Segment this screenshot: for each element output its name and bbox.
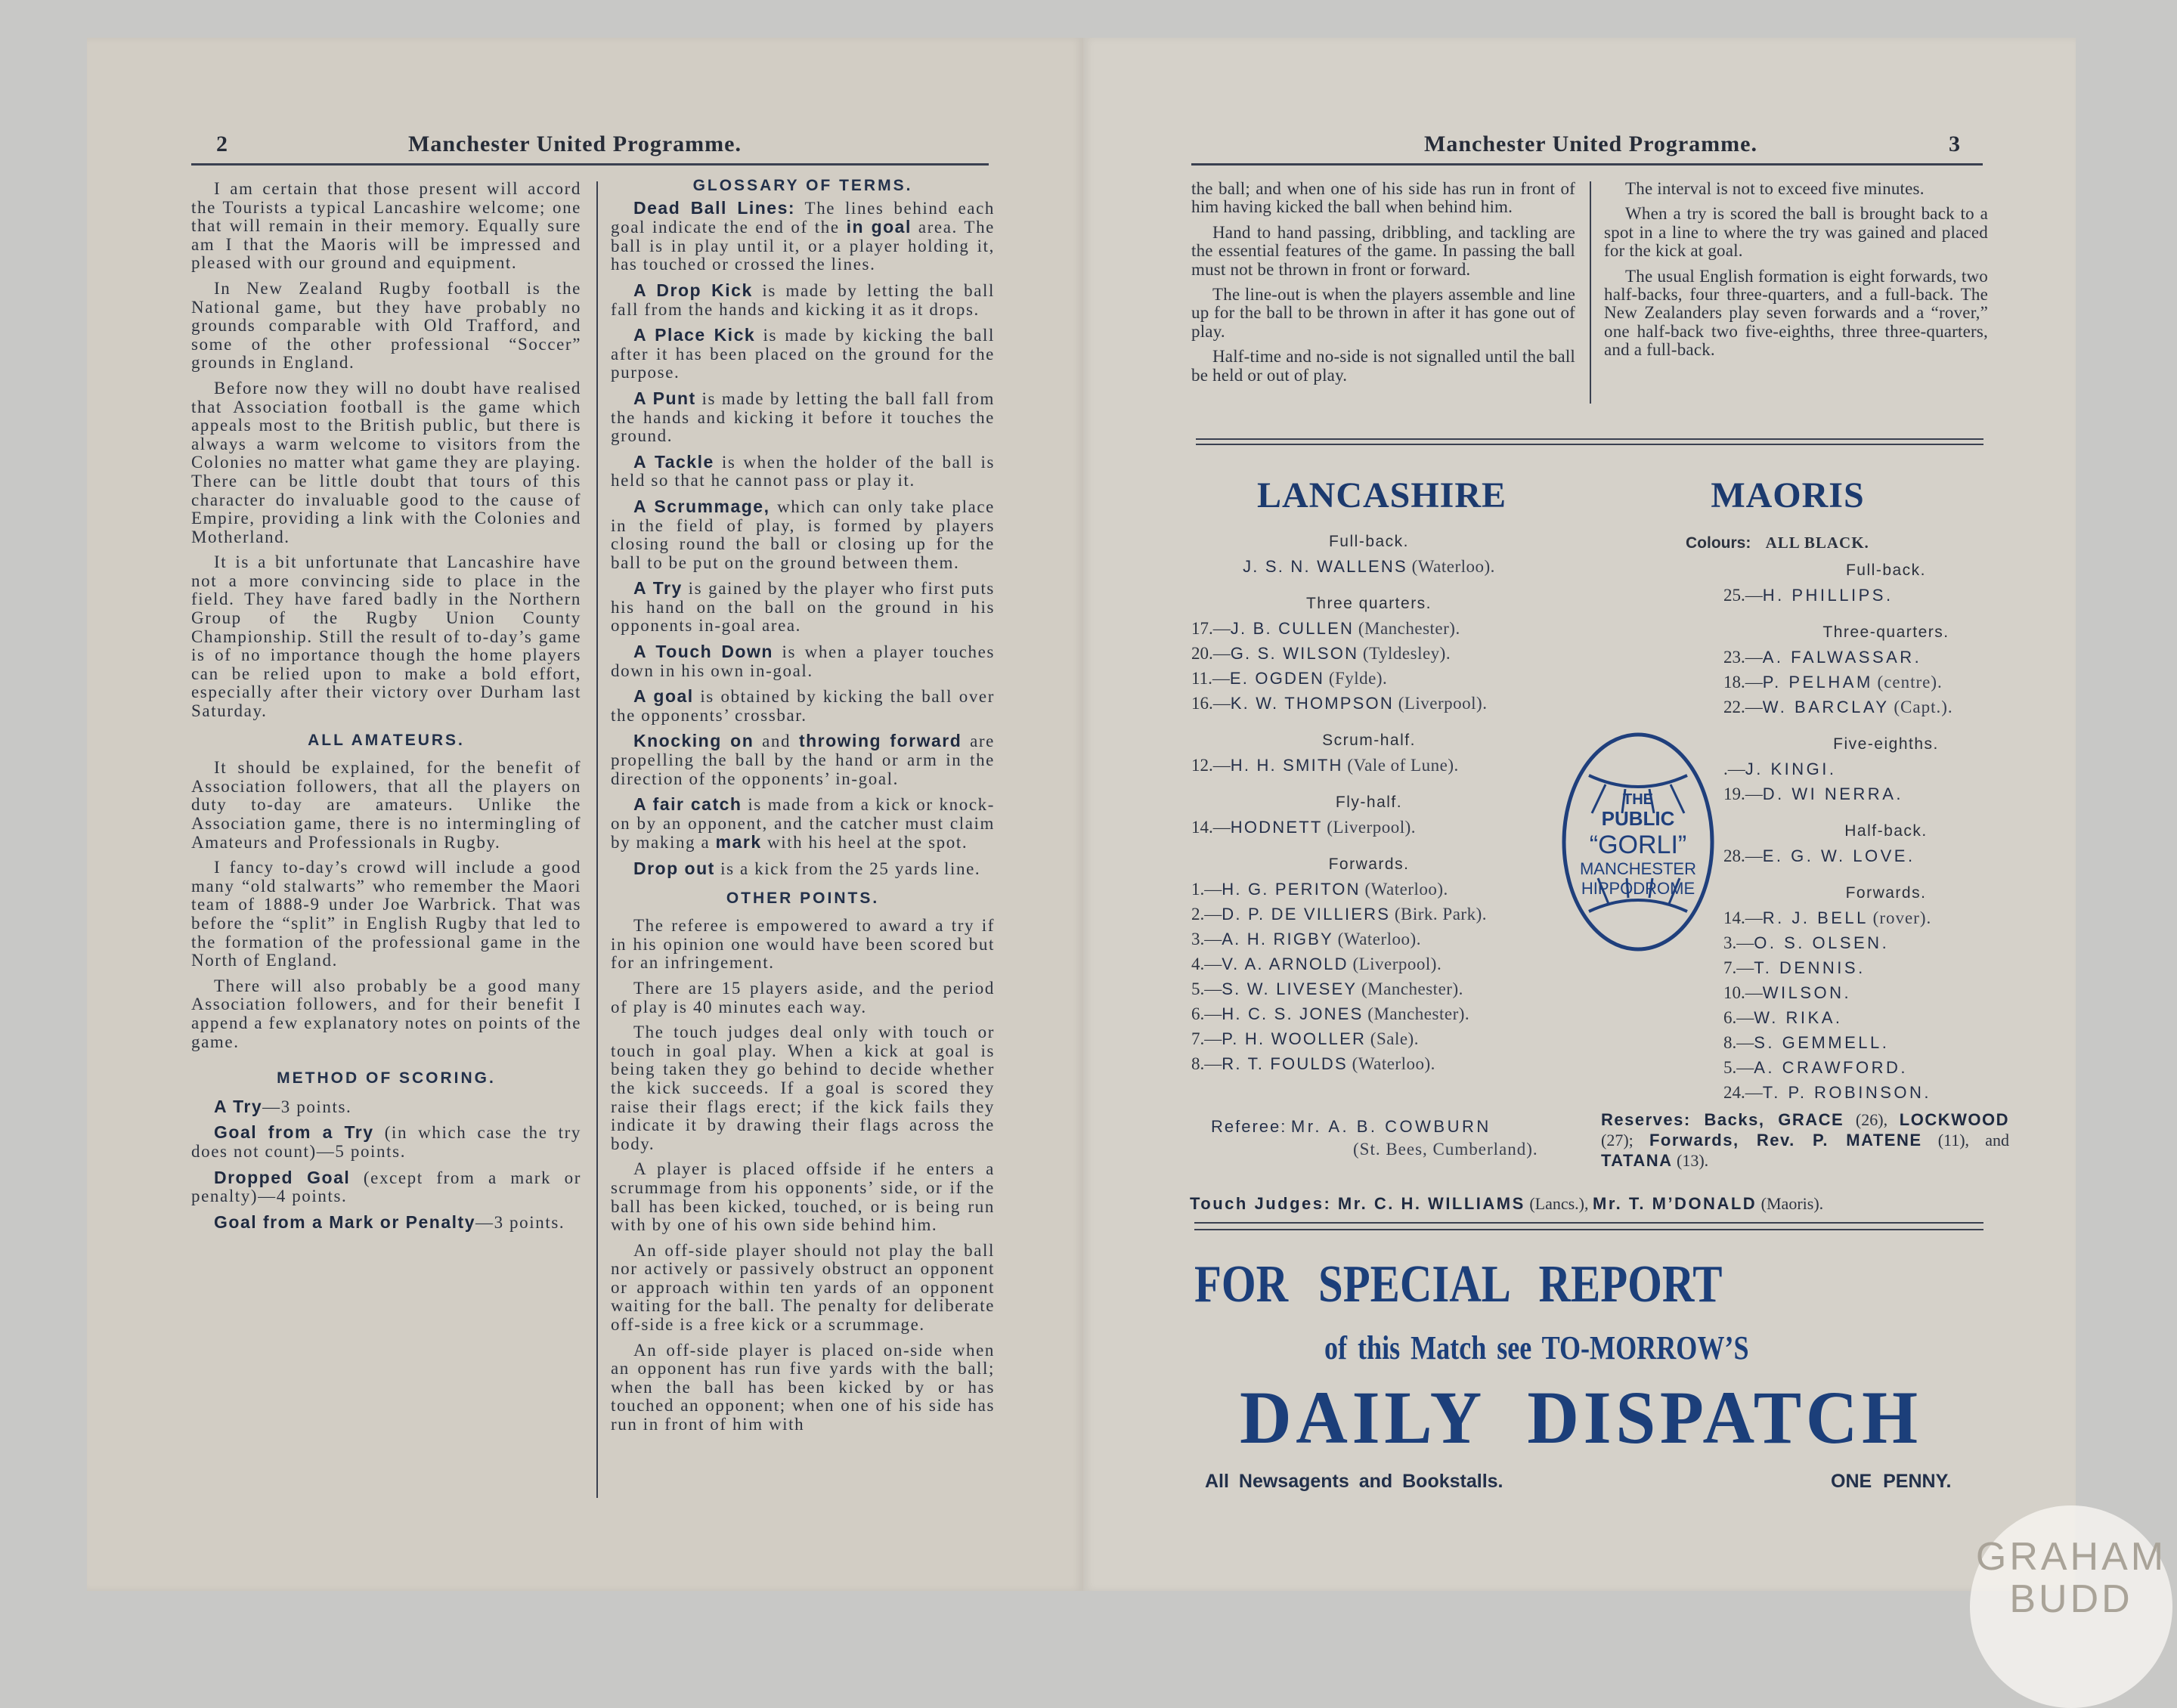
position-label: Scrum-half. [1322,732,1416,749]
player-row [1191,815,1547,840]
glossary-entry [611,453,995,490]
player-number: 7.— [1723,958,1754,977]
player-row [1191,927,1547,951]
player-number: 16.— [1191,694,1231,713]
maoris-colours [1686,534,1869,552]
paragraph: Hand to hand passing, dribbling, and tackling are the essential features of the game. In passing the ball must not be thrown in front or forward. [1191,222,1575,279]
header-rule-right [1191,163,1983,166]
stamp-line: THE [1623,791,1653,808]
player-row [1723,583,2018,608]
player-name: A. CRAWFORD. [1754,1058,1908,1077]
paragraph: The line-out is when the players assemble and line up for the ball to be thrown in after it has gone out of play. [1191,285,1575,341]
glossary-entry [191,1168,581,1206]
glossary-entry [611,732,995,788]
double-rule-top-a [1196,438,1983,440]
player-number: 3.— [1723,933,1754,952]
position-label: Fly-half. [1335,794,1403,811]
player-row [1723,905,2018,930]
player-club: (Birk. Park). [1394,905,1487,924]
text-run: —3 points. [475,1212,565,1232]
player-name: V. A. ARNOLD [1222,955,1349,973]
paragraph: There will also probably be a good many Association followers, and for their benefit I append a few explanatory notes on points of the game. [191,976,581,1051]
double-rule-bottom-b [1194,1229,1983,1230]
advert-subline: of this Match see TO-MORROW’S [1324,1329,1749,1366]
glossary-entry [611,281,995,319]
bold-term: LOCKWOOD [1899,1110,2009,1129]
player-name: WILSON. [1762,983,1852,1002]
player-name: HODNETT [1230,818,1323,837]
player-number: 25.— [1723,586,1763,605]
position-label: Full-back. [1845,562,1927,579]
paragraph: The interval is not to exceed five minutes. [1625,179,1925,198]
player-row [1191,1026,1547,1051]
bold-term: Forwards, Rev. P. MATENE [1649,1131,1922,1149]
player-name: A. H. RIGBY [1222,930,1333,948]
glossary-entry [191,1213,581,1233]
text-run: (11), and [1922,1131,2010,1149]
player-number: 7.— [1191,1029,1222,1048]
stamp-line: PUBLIC [1601,807,1675,830]
page-header-right: Manchester United Programme. [1424,132,1757,156]
position-label: Three-quarters. [1822,623,1949,641]
player-row [1723,980,2018,1005]
player-number: 6.— [1191,1004,1222,1023]
position-label: Three quarters. [1305,595,1432,612]
glossary-entry [611,687,995,725]
player-name: W. BARCLAY [1762,698,1890,716]
bold-term: A Punt [633,388,696,408]
player-row [1723,843,2018,868]
text-run: with his heel at the spot. [761,833,968,852]
text-run: is made by letting the ball fall from the hands and kicking it as it drops. [611,280,995,319]
paragraph: An off-side player should not play the ball nor actively or passively obstruct an opponent or approach within ten yards of an opponent waiting for the ball. The penalty for deliberate off-side is a free kick or a scrummage. [611,1240,995,1335]
player-row [1723,670,2018,695]
player-club: (Capt.). [1894,698,1953,716]
text-run: is made by kicking the ball after it has been placed on the ground for the purpose. [611,326,995,382]
hippodrome-stamp [1559,730,1717,954]
player-club: (Vale of Lune). [1347,756,1459,775]
player-name: H. C. S. JONES [1222,1004,1364,1023]
player-club: (Tyldesley). [1362,644,1451,663]
bold-term: A Try [214,1096,263,1116]
player-number: 5.— [1191,979,1222,998]
bold-term: Reserves: Backs, GRACE [1601,1110,1844,1129]
player-number: 12.— [1191,756,1231,775]
text-run: is obtained by kicking the ball over the opponents’ crossbar. [611,687,995,725]
glossary-entry [611,795,995,852]
player-number: 23.— [1723,648,1763,667]
team-title-maoris: MAORIS [1711,475,1865,515]
glossary-entry [191,1123,581,1161]
referee-label: Referee: [1211,1117,1287,1136]
advert-footer-right: ONE PENNY. [1831,1471,1952,1492]
paragraph: Half-time and no-side is not signalled until the ball be held or out of play. [1191,347,1575,385]
player-club: (Waterloo). [1364,880,1448,899]
paragraph: In New Zealand Rugby football is the National game, but they have probably no grounds comparable with Old Trafford, and some of the other professional “Soccer” grounds in England. [191,278,581,373]
bold-term: throwing forward [798,731,962,751]
player-club: (Manchester). [1361,979,1463,998]
player-row [1191,554,1547,579]
paragraph: I am certain that those present will accord the Tourists a typical Lancashire welcome; one that will remain in their memory. Equally sure am I that the Maoris will be impressed and pleased with our ground and equipment. [191,179,581,273]
watermark-line: BUDD [2009,1577,2133,1621]
position-label: Half-back. [1844,822,1928,840]
bold-term: Goal from a Try [214,1122,374,1143]
player-number: 20.— [1191,644,1231,663]
player-number: 17.— [1191,619,1231,638]
player-row [1191,902,1547,927]
player-name: G. S. WILSON [1230,644,1359,663]
paragraph: It is a bit unfortunate that Lancashire have not a more convincing side to place in the field. They have fared badly in the Northern Group of the Rugby Union County Championship. Still the result of to-day’s game is of no importance though the home players can be relied upon to make a bold effort, especially after their victory over Durham last Saturday. [191,552,581,721]
player-row [1723,645,2018,670]
header-rule-left [191,163,989,166]
article-column [191,180,581,1239]
paragraph: A player is placed offside if he enters a scrummage from his opponents’ side, or if the ball has been kicked, touched, or is being run with by one of his own side behind him. [611,1159,995,1235]
player-number: 4.— [1191,955,1222,973]
bold-term: Dropped Goal [214,1167,351,1187]
bold-term: A fair catch [633,794,742,815]
player-number: 10.— [1723,983,1763,1002]
player-club: (Manchester). [1367,1004,1470,1023]
paragraph: The referee is empowered to award a try if in his opinion one would have been scored but for an infringement. [611,916,995,973]
player-row [1191,616,1547,641]
player-number: 5.— [1723,1058,1754,1077]
player-row [1191,951,1547,976]
glossary-column [611,177,995,1441]
bold-term: A Place Kick [633,325,756,345]
bold-term: Knocking on [633,731,754,751]
player-number: 8.— [1191,1054,1222,1073]
heading-all-amateurs: ALL AMATEURS. [308,731,465,749]
player-number: 22.— [1723,698,1763,716]
player-row [1191,1001,1547,1026]
bold-term: Dead Ball Lines: [633,197,796,218]
bold-term: A goal [633,686,694,707]
player-club: (Liverpool). [1352,955,1442,973]
glossary-entry [611,326,995,382]
player-number: 14.— [1191,818,1231,837]
text-run: The lines behind each goal indicate the end of the [611,198,995,237]
player-name: H. G. PERITON [1222,880,1361,899]
rules-column-right [1604,180,1988,367]
position-label: Full-back. [1328,533,1410,550]
player-name: H. H. SMITH [1230,756,1343,775]
player-name: T. DENNIS. [1754,958,1866,977]
player-name: W. RIKA. [1754,1008,1843,1027]
player-club: (Sale). [1370,1029,1419,1048]
bold-term: TATANA [1601,1151,1673,1170]
advert-headline: FOR SPECIAL REPORT [1194,1255,1723,1313]
referee-name: Mr. A. B. COWBURN [1290,1117,1491,1136]
paragraph: It should be explained, for the benefit of Association followers, that all the players on duty to-day are amateurs. Unlike the Association game, there is no intermingling of Amateurs and Professionals in Rugby. [191,758,581,852]
player-row [1191,976,1547,1001]
column-divider-left [596,181,598,1498]
player-club: (Liverpool). [1327,818,1416,837]
text-run: and [754,732,799,751]
player-name: T. P. ROBINSON. [1762,1083,1931,1102]
glossary-entry [191,1097,581,1117]
text-run: is when the holder of the ball is held so that he cannot pass or play it. [611,452,995,490]
advert-newspaper-name: DAILY DISPATCH [1240,1375,1922,1459]
text-run: is made from a kick or knock-on by an opponent, and the catcher must claim by making a [611,795,995,852]
advert-footer-left: All Newsagents and Bookstalls. [1205,1471,1503,1492]
player-number: 3.— [1191,930,1222,948]
paragraph: I fancy to-day’s crowd will include a good many “old stalwarts” who remember the Maori team of 1888-9 under Joe Warbrick. That was before the “split” in English Rugby that led to the formation of the professional game in the North of England. [191,858,581,970]
stamp-line: MANCHESTER [1579,859,1697,878]
text-run: (26), [1844,1110,1900,1129]
player-club: (rover). [1872,908,1932,927]
colours-label: Colours: [1686,534,1751,552]
player-number: 8.— [1723,1033,1754,1052]
player-name: S. GEMMELL. [1754,1033,1890,1052]
bold-term: Goal from a Mark or Penalty [214,1211,475,1232]
player-number: 2.— [1191,905,1222,924]
bold-term: Mr. T. M’DONALD [1593,1194,1757,1213]
player-row [1723,1005,2018,1030]
glossary-entry [611,389,995,446]
text-run: is a kick from the 25 yards line. [714,859,981,878]
player-row [1723,930,2018,955]
bold-term: Touch Judges: Mr. C. H. WILLIAMS [1190,1194,1525,1213]
text-run: (except from a mark or penalty)—4 points. [191,1168,582,1206]
paragraph: When a try is scored the ball is brought back to a spot in a line to where the try was gained and placed for the kick at goal. [1604,204,1988,261]
colours-value: ALL BLACK. [1765,534,1869,552]
text-run: (Lancs.), [1525,1194,1593,1213]
player-row [1723,1030,2018,1055]
bold-term: A Touch Down [633,642,773,662]
watermark-badge [1970,1505,2172,1708]
player-name: S. W. LIVESEY [1222,979,1358,998]
heading-method-of-scoring: METHOD OF SCORING. [277,1069,496,1088]
double-rule-top-b [1196,444,1983,445]
maoris-lineup [1723,558,2018,1105]
player-row [1723,1080,2018,1105]
referee-block [1211,1115,1538,1161]
player-name: O. S. OLSEN. [1754,933,1890,952]
player-row [1723,1055,2018,1080]
glossary-entry [611,199,995,274]
glossary-entry [611,859,995,879]
paragraph: The usual English formation is eight forwards, two half-backs, four three-quarters, and a full-back. The New Zealanders play seven forwards and a “rover,” one half-back two five-eighths, three three-quarters, and a full-back. [1604,266,1988,360]
player-row [1191,1051,1547,1076]
continued-paragraph: the ball; and when one of his side has run in front of him having kicked the ball when behind him. [1191,179,1575,217]
touch-judges [1190,1194,1823,1214]
paragraph: There are 15 players aside, and the period of play is 40 minutes each way. [611,978,995,1016]
text-run: is made by letting the ball fall from the hands and kicking it before it touches the ground. [611,388,995,446]
team-title-lancashire: LANCASHIRE [1256,475,1507,515]
bold-term: A Try [633,578,683,599]
player-club: (Fylde). [1328,669,1388,688]
page-number-right: 3 [1949,132,1961,156]
reserves-note [1601,1109,2009,1171]
player-row [1723,757,2018,781]
glossary-entry [611,579,995,636]
player-number: 1.— [1191,880,1222,899]
page-number-left: 2 [216,132,228,156]
player-club: (Manchester). [1358,619,1460,638]
glossary-entry [611,497,995,572]
player-name: A. FALWASSAR. [1762,648,1922,667]
player-number: .— [1723,760,1745,778]
text-run: which can only take place in the field of play, is formed by players closing round the ball or closing up for the ball to be put on the ground between them. [611,497,995,572]
player-club: (Waterloo). [1337,930,1421,948]
player-row [1191,666,1547,691]
bold-term: Drop out [633,859,715,878]
player-number: 19.— [1723,784,1763,803]
player-number: 6.— [1723,1008,1754,1027]
player-row [1191,877,1547,902]
player-name: D. P. DE VILLIERS [1222,905,1391,924]
text-run: (Maoris). [1757,1194,1824,1213]
player-name: K. W. THOMPSON [1230,694,1394,713]
bold-term: mark [715,832,762,852]
heading-glossary: GLOSSARY OF TERMS. [692,177,913,194]
bold-term: A Tackle [633,451,714,472]
rules-column-continued [1191,180,1575,391]
text-run: is gained by the player who first puts his hand on the ball on the ground in his opponents in-goal area. [611,579,995,636]
lancashire-lineup [1191,529,1547,1076]
player-name: R. J. BELL [1762,908,1869,927]
page-header-left: Manchester United Programme. [408,132,742,156]
bold-term: in goal [846,217,912,237]
referee-club: (St. Bees, Cumberland). [1353,1140,1538,1159]
player-row [1191,641,1547,666]
player-club: (Liverpool). [1398,694,1488,713]
text-run: are propelling the ball by the hand or arm in the direction of the opponents’ in-goal. [611,732,995,788]
position-label: Forwards. [1845,884,1927,902]
player-name: H. PHILLIPS. [1762,586,1894,605]
player-row [1191,753,1547,778]
player-name: P. PELHAM [1762,673,1873,692]
text-run: (13). [1672,1151,1709,1170]
player-name: J. B. CULLEN [1230,619,1355,638]
watermark-line: GRAHAM [1975,1535,2167,1579]
player-number: 11.— [1191,669,1230,688]
text-run: —3 points. [262,1097,352,1116]
player-name: E. G. W. LOVE. [1762,846,1915,865]
bold-term: A Drop Kick [633,280,753,300]
player-row [1723,695,2018,719]
paragraph: The touch judges deal only with touch or touch in goal play. When a kick at goal is being taken they go behind to decide whether the kick succeeds. If a goal is scored they raise their flags erect; if the kick fails they indicate it by drawing their flags across the body. [611,1023,995,1153]
column-divider-right [1590,181,1591,404]
player-number: 28.— [1723,846,1763,865]
player-name: J. KINGI. [1745,760,1837,778]
heading-other-points: OTHER POINTS. [726,889,880,907]
position-label: Forwards. [1328,856,1410,873]
player-name: P. H. WOOLLER [1222,1029,1367,1048]
bold-term: A Scrummage, [633,496,770,516]
player-row [1723,781,2018,806]
player-number: 24.— [1723,1083,1763,1102]
player-club: (centre). [1877,673,1943,692]
glossary-entry [611,642,995,680]
player-number: 14.— [1723,908,1763,927]
player-name: E. OGDEN [1229,669,1325,688]
player-club: (Waterloo). [1352,1054,1435,1073]
player-name: R. T. FOULDS [1222,1054,1348,1073]
double-rule-bottom-a [1194,1222,1983,1224]
player-club: (Waterloo). [1411,557,1495,576]
player-number: 18.— [1723,673,1763,692]
text-run: (27); [1601,1131,1649,1149]
text-run: is when a player touches down in his own in-goal. [611,642,996,680]
text-run: (in which case the try does not count)—5 points. [191,1123,581,1161]
player-row [1723,955,2018,980]
paragraph: Before now they will no doubt have realised that Association football is the game which appeals most to the British public, but there is always a warm welcome to visitors from the Colonies no matter what game they are playing. There can be little doubt that tours of this character do invaluable good to the cause of Empire, providing a link with the Colonies and Motherland. [191,378,581,546]
text-run: area. The ball is in play until it, or a player holding it, has touched or crossed the lines. [611,218,995,274]
player-name: J. S. N. WALLENS [1243,557,1407,576]
stamp-line: “GORLI” [1589,831,1687,859]
paragraph: An off-side player is placed on-side when an opponent has run five yards with the ball; when the ball has been kicked by or has touched an opponent; when one of his side has run in front of him with [611,1340,995,1434]
position-label: Five-eighths. [1833,735,1939,753]
player-name: D. WI NERRA. [1762,784,1903,803]
stamp-line: HIPPODROME [1581,879,1695,898]
player-row [1191,691,1547,716]
